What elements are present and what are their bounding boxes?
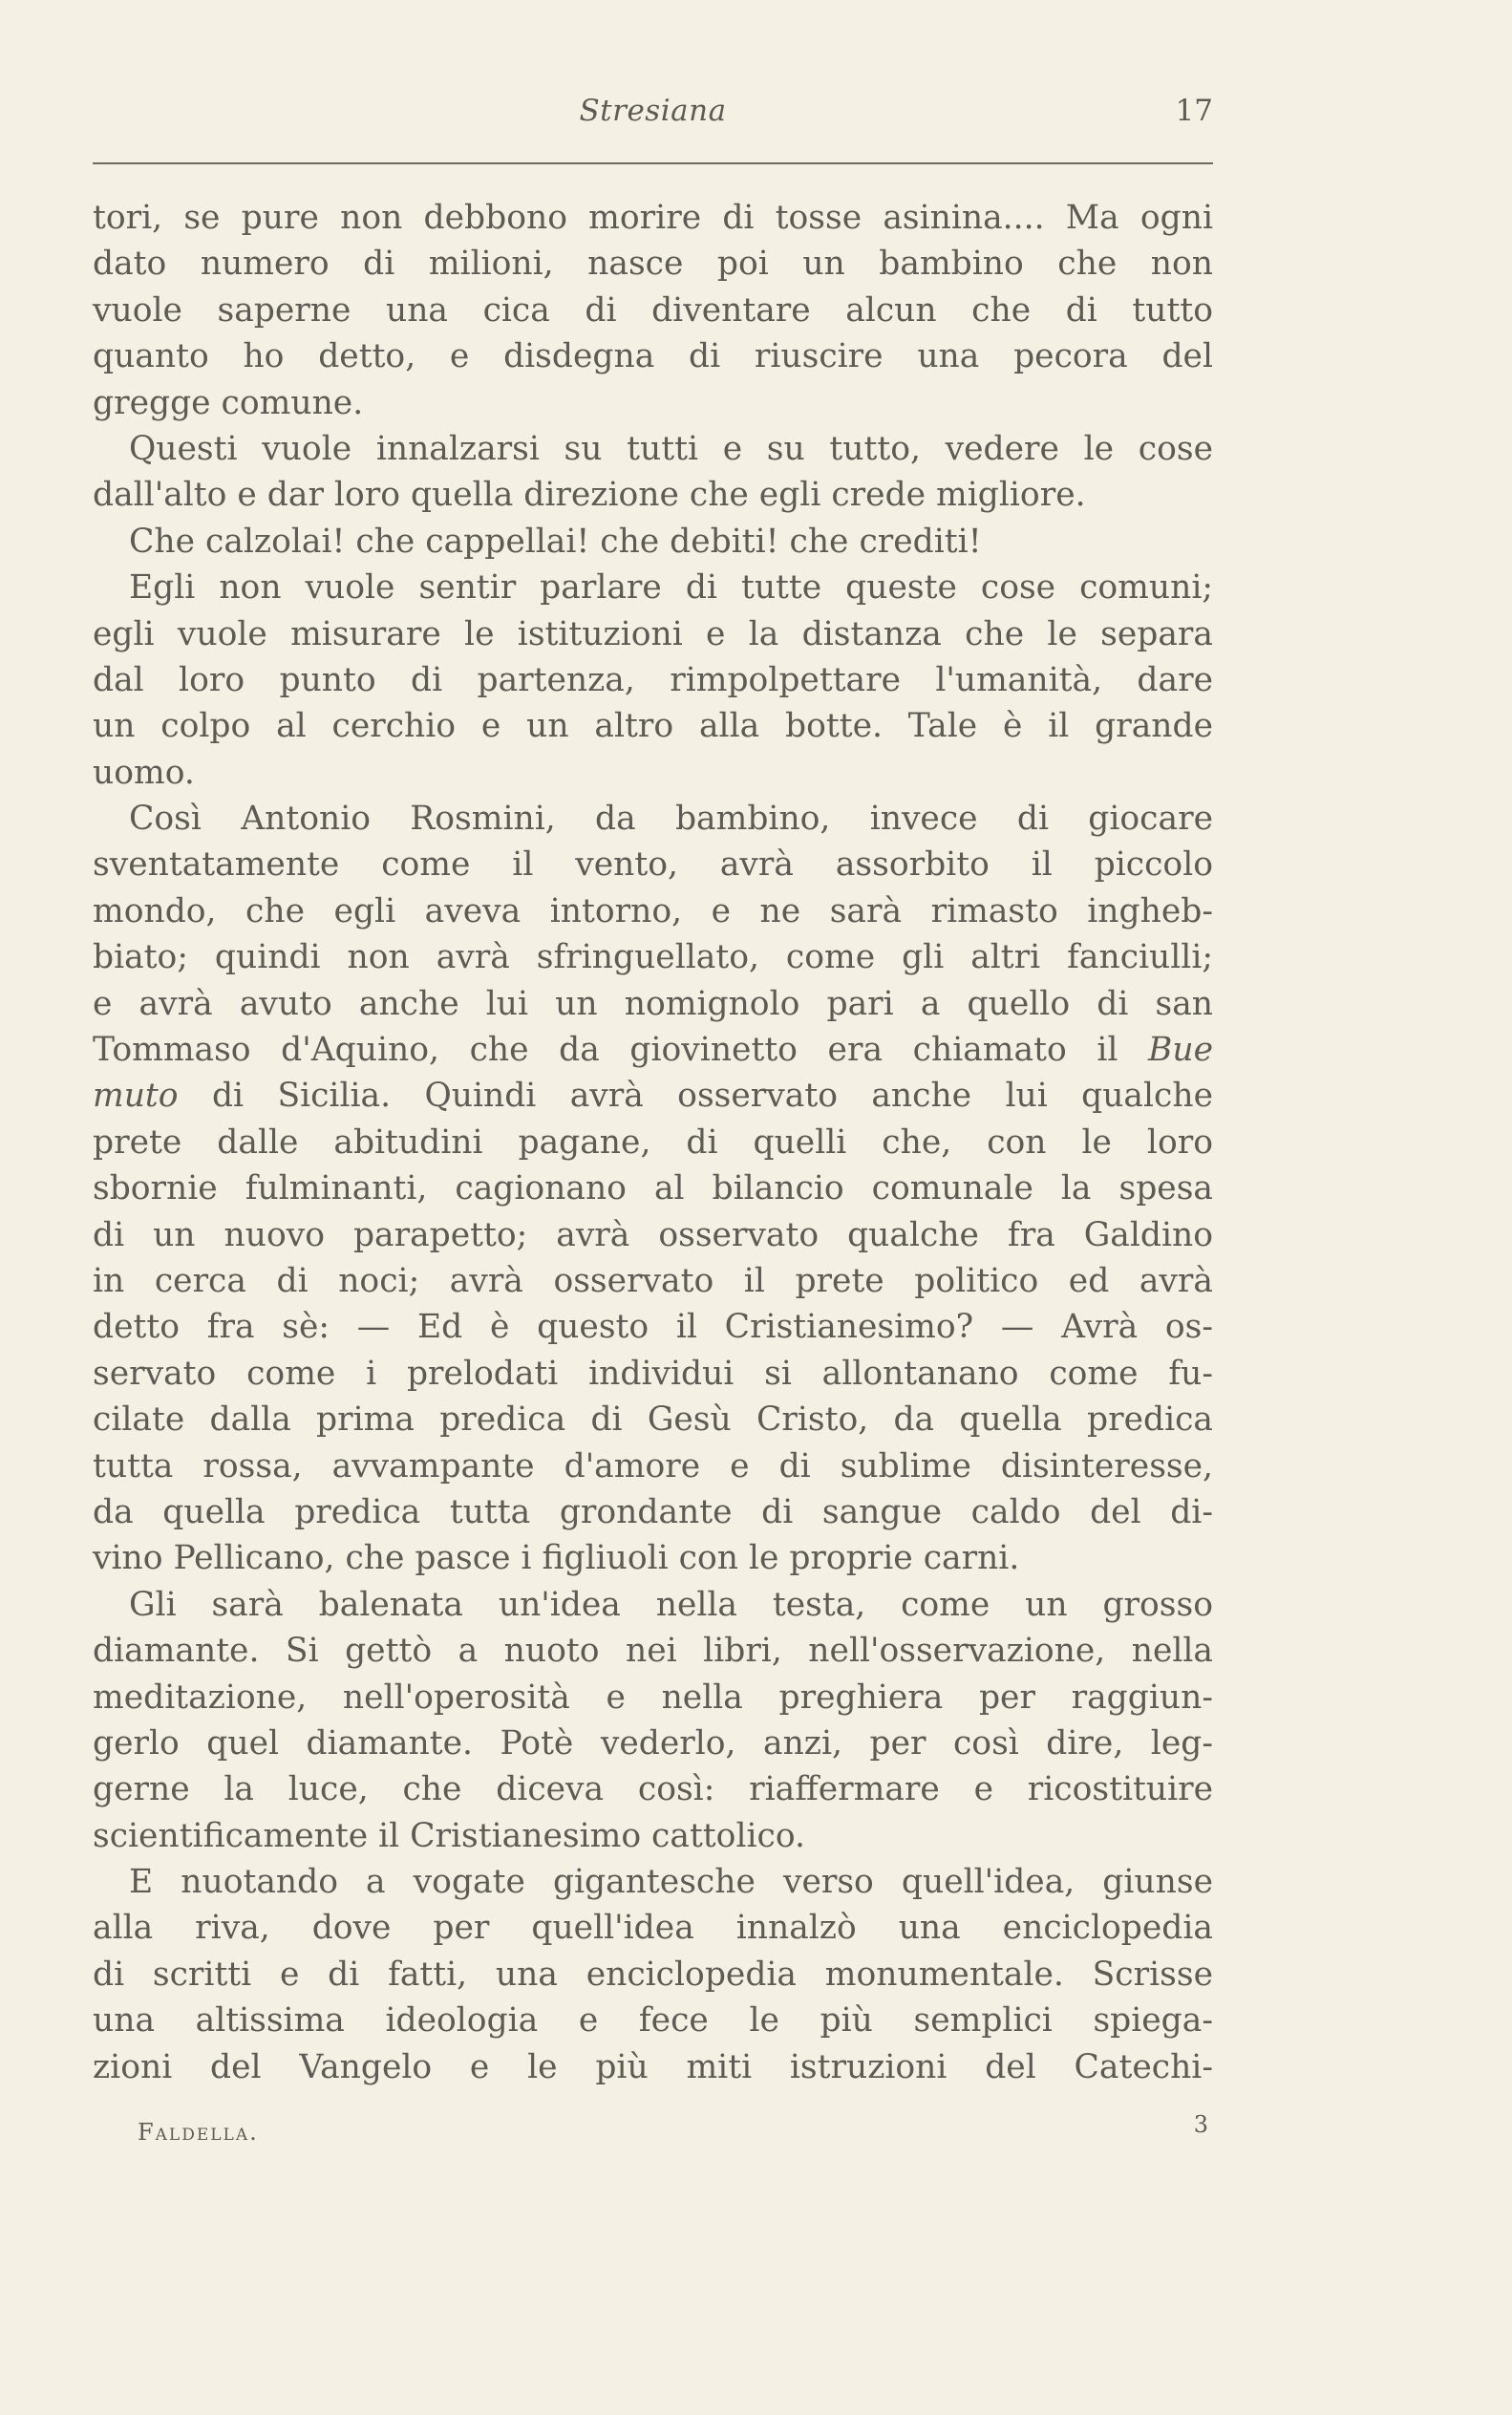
text-line: vino Pellicano, che pasce i figliuoli con le proprie carni.	[93, 1539, 1020, 1578]
text-line: prete dalle abitudini pagane, di quelli che, con le loro	[93, 1122, 1213, 1162]
text-line: quanto ho detto, e disdegna di riuscire una pecora del	[93, 337, 1213, 376]
text-line: vuole saperne una cica di diventare alcun che di tutto	[93, 290, 1213, 330]
text-line: e avrà avuto anche lui un nomignolo pari a quello di san	[93, 984, 1213, 1023]
text-line: gerne la luce, che diceva così: riaffermare e ricostituire	[93, 1770, 1213, 1809]
text-line: cilate dalla prima predica di Gesù Cristo, da quella predica	[93, 1400, 1213, 1440]
text-line: biato; quindi non avrà sfringuellato, come gli altri fanciulli;	[93, 938, 1213, 977]
text-line: Che calzolai! che cappellai! che debiti! che crediti!	[129, 522, 982, 561]
text-line: dall'alto e dar loro quella direzione che egli crede migliore.	[93, 476, 1086, 515]
italic-text: Bue	[1148, 1031, 1213, 1070]
body-text	[93, 195, 1213, 2090]
text-line: da quella predica tutta grondante di sangue caldo del di-	[93, 1492, 1213, 1531]
text-line: Questi vuole innalzarsi su tutti e su tutto, vedere le cose	[129, 429, 1213, 468]
text-line: diamante. Si gettò a nuoto nei libri, nell'osservazione, nella	[93, 1632, 1213, 1671]
header-rule	[93, 162, 1213, 164]
text-line: meditazione, nell'operosità e nella preghiera per raggiun-	[93, 1678, 1213, 1717]
text-line: sventatamente come il vento, avrà assorbito il piccolo	[93, 845, 1213, 885]
text-line: mondo, che egli aveva intorno, e ne sarà rimasto ingheb-	[93, 891, 1213, 930]
text-line: un colpo al cerchio e un altro alla botte. Tale è il grande	[93, 707, 1213, 746]
text-line: una altissima ideologia e fece le più semplici spiega-	[93, 2001, 1213, 2041]
text-line: Gli sarà balenata un'idea nella testa, come un grosso	[129, 1585, 1213, 1624]
text-line: detto fra sè: — Ed è questo il Cristianesimo? — Avrà os-	[93, 1308, 1213, 1347]
text-line: Egli non vuole sentir parlare di tutte queste cose comuni;	[129, 568, 1213, 608]
text-line-with-italic	[93, 1073, 1213, 1119]
running-title: Stresiana	[579, 94, 727, 128]
text-segment: di Sicilia. Quindi avrà osservato anche lui qualche	[211, 1077, 1213, 1116]
page-number: 17	[1175, 94, 1213, 128]
text-line: gregge comune.	[93, 383, 364, 422]
text-line: tutta rossa, avvampante d'amore e di sublime disinteresse,	[93, 1446, 1213, 1485]
text-line: E nuotando a vogate gigantesche verso quell'idea, giunse	[129, 1863, 1213, 1902]
page-header	[93, 94, 1213, 134]
text-line: sbornie fulminanti, cagionano al bilancio comunale la spesa	[93, 1169, 1213, 1208]
text-line: di un nuovo parapetto; avrà osservato qualche fra Galdino	[93, 1215, 1213, 1254]
signature-number: 3	[1193, 2111, 1208, 2138]
text-line: zioni del Vangelo e le più miti istruzioni del Catechi-	[93, 2047, 1213, 2086]
page-footer	[93, 2111, 1213, 2149]
text-line: uomo.	[93, 753, 195, 792]
text-line: Così Antonio Rosmini, da bambino, invece di giocare	[129, 800, 1213, 839]
text-line: dal loro punto di partenza, rimpolpettare l'umanità, dare	[93, 660, 1213, 699]
text-line: alla riva, dove per quell'idea innalzò una enciclopedia	[93, 1909, 1213, 1948]
text-line: gerlo quel diamante. Potè vederlo, anzi, per così dire, leg-	[93, 1723, 1213, 1763]
text-line: scientificamente il Cristianesimo cattolico.	[93, 1816, 805, 1855]
italic-text: muto	[93, 1077, 179, 1116]
text-segment: Tommaso d'Aquino, che da giovinetto era chiamato il	[93, 1031, 1118, 1070]
text-line: in cerca di noci; avrà osservato il prete politico ed avrà	[93, 1261, 1213, 1300]
text-line-with-italic	[93, 1027, 1213, 1073]
text-line: tori, se pure non debbono morire di tosse asinina.... Ma ogni	[93, 199, 1213, 237]
text-line: dato numero di milioni, nasce poi un bambino che non	[93, 245, 1213, 284]
text-line: di scritti e di fatti, una enciclopedia monumentale. Scrisse	[93, 1955, 1213, 1994]
text-line: servato come i prelodati individui si allontanano come fu-	[93, 1354, 1213, 1393]
text-line: egli vuole misurare le istituzioni e la distanza che le separa	[93, 614, 1213, 653]
signature-mark: Faldella.	[138, 2119, 259, 2146]
